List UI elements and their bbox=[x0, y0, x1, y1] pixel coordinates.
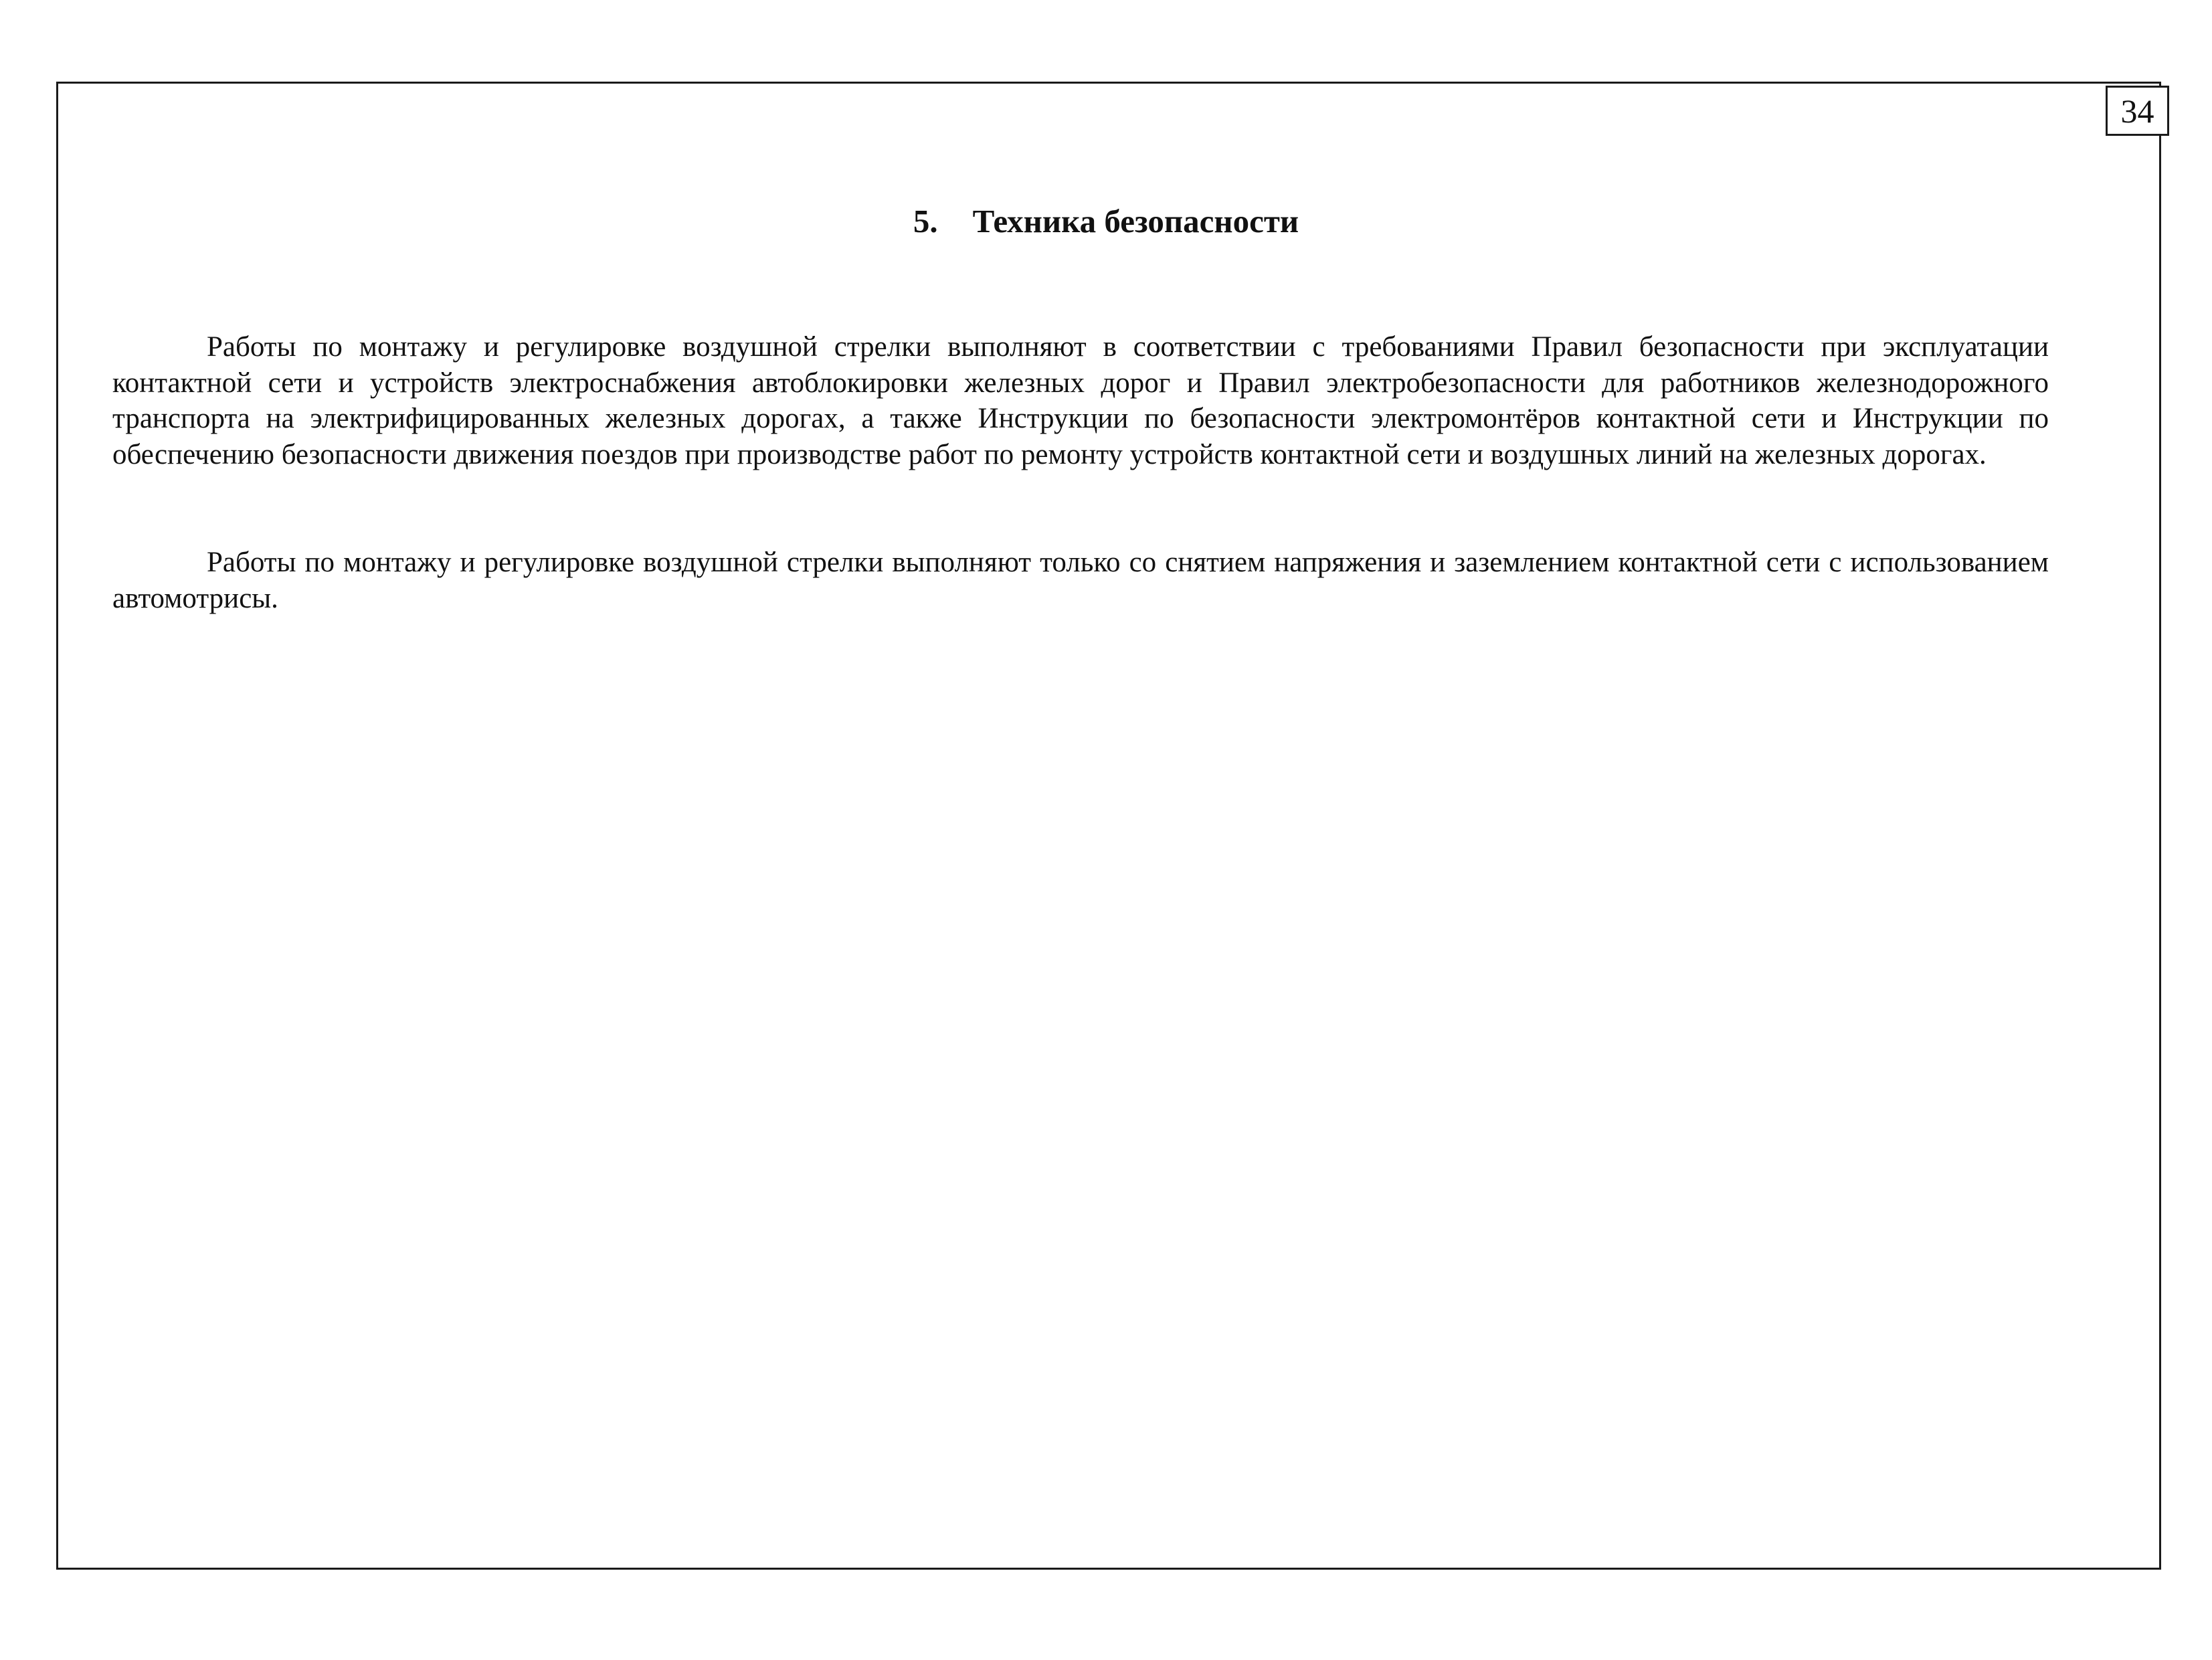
paragraph-safety-rules: Работы по монтажу и регулировке воздушной стрелки выполняют в соответствии с требованиями Правил безопасности при эксплуатации контактной сети и устройств электроснабжения автоблокировки железных дорог и Правил электробезопасности для работников железнодорожного транспорта на электрифицированных железных дорогах, а также Инструкции по безопасности электромонтёров контактной сети и Инструкции по обеспечению безопасности движения поездов при производстве работ по ремонту устройств контактной сети и воздушных линий на железных дорогах. bbox=[112, 331, 2049, 470]
section-number: 5. bbox=[913, 203, 938, 240]
section-heading bbox=[0, 205, 2212, 238]
page-frame bbox=[56, 82, 2161, 1570]
section-title: Техника безопасности bbox=[972, 203, 1299, 240]
page-number-text: 34 bbox=[2120, 92, 2154, 130]
paragraph-voltage-removal: Работы по монтажу и регулировке воздушной стрелки выполняют только со снятием напряжения и заземлением контактной сети с использованием автомотрисы. bbox=[112, 547, 2049, 614]
page-number bbox=[2106, 86, 2169, 136]
